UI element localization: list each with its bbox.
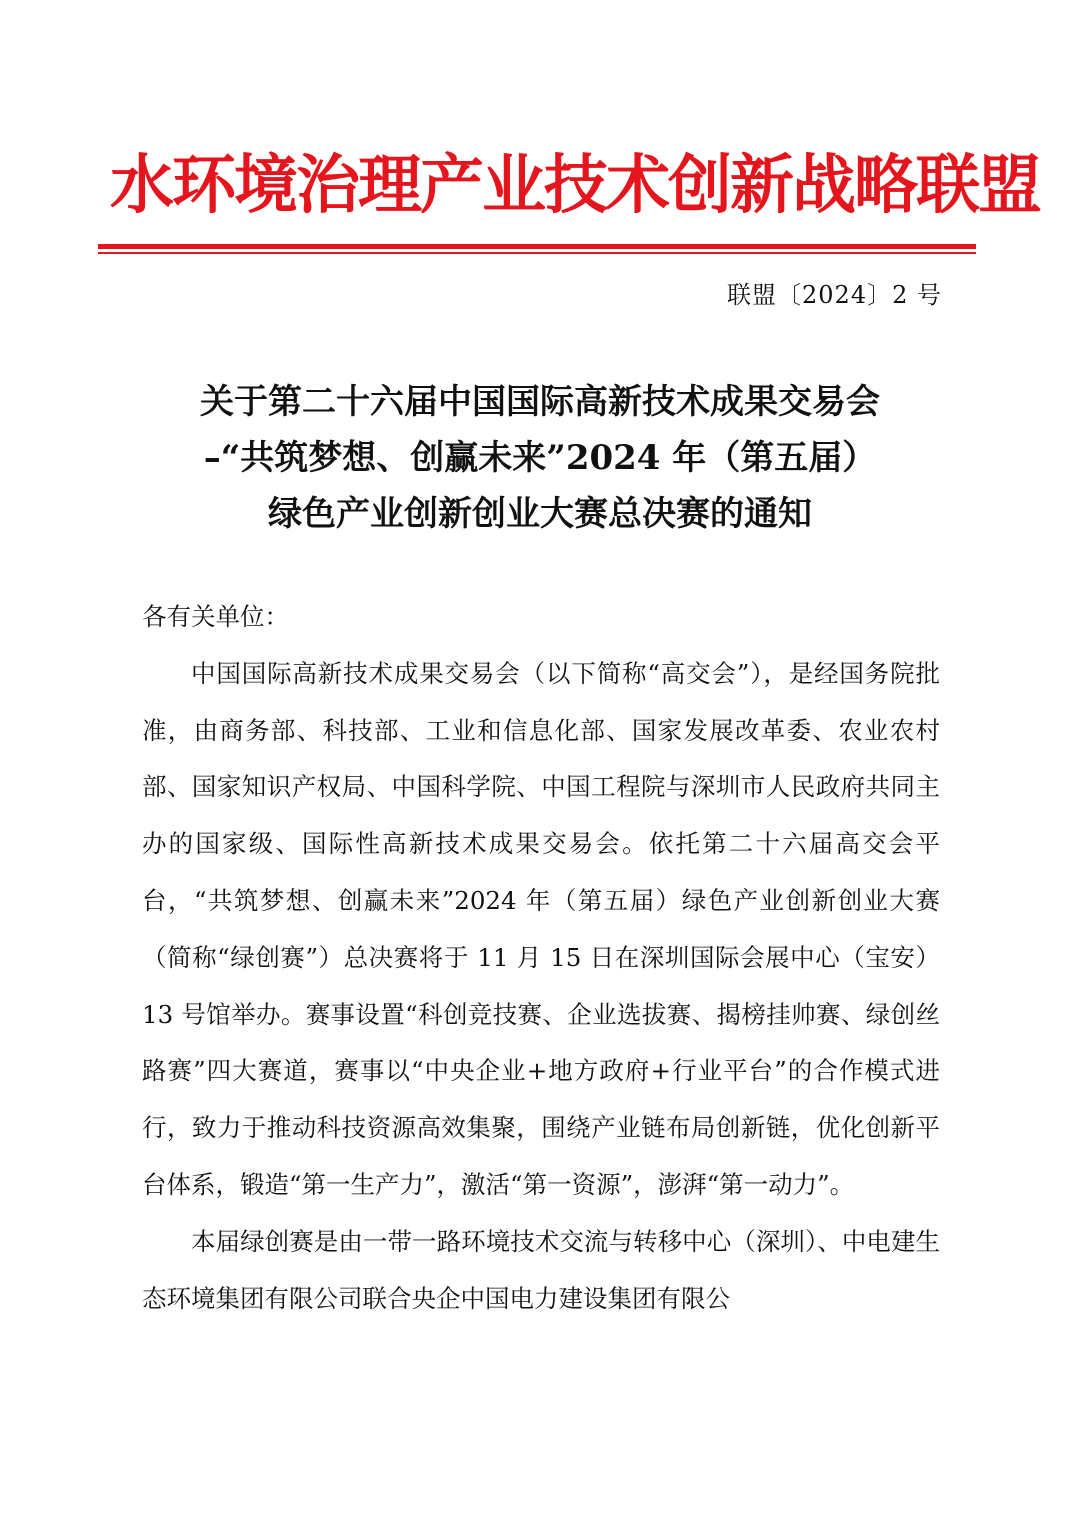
notice-title <box>120 374 960 542</box>
body-paragraph-1: 中国国际高新技术成果交易会（以下简称“高交会”），是经国务院批准，由商务部、科技部、工业和信息化部、国家发展改革委、农业农村部、国家知识产权局、中国科学院、中国工程院与深圳市人民政府共同主办的国家级、国际性高新技术成果交易会。依托第二十六届高交会平台，“共筑梦想、创赢未来”2024 年（第五届）绿色产业创新创业大赛（简称“绿创赛”）总决赛将于 11 月 15 日在深圳国际会展中心（宝安）13 号馆举办。赛事设置“科创竞技赛、企业选拔赛、揭榜挂帅赛、绿创丝路赛”四大赛道，赛事以“中央企业+地方政府+行业平台”的合作模式进行，致力于推动科技资源高效集聚，围绕产业链布局创新链，优化创新平台体系，锻造“第一生产力”，激活“第一资源”，澎湃“第一动力”。 <box>142 658 940 1199</box>
notice-title-line-2: –“共筑梦想、创赢未来”2024 年（第五届） <box>203 438 877 478</box>
body-paragraph-2: 本届绿创赛是由一带一路环境技术交流与转移中心（深圳）、中电建生态环境集团有限公司联合央企中国电力建设集团有限公 <box>142 1226 940 1313</box>
org-letterhead-title: 水环境治理产业技术创新战略联盟 <box>110 148 1040 223</box>
document-number: 联盟〔2024〕2 号 <box>727 281 942 309</box>
letterhead-red-rule-thick <box>98 244 976 249</box>
salutation: 各有关单位： <box>142 602 289 631</box>
notice-title-line-1: 关于第二十六届中国国际高新技术成果交易会 <box>200 382 880 422</box>
letterhead-red-rule-thin <box>98 252 976 254</box>
notice-title-line-3: 绿色产业创新创业大赛总决赛的通知 <box>268 494 812 534</box>
notice-body <box>142 589 940 1327</box>
